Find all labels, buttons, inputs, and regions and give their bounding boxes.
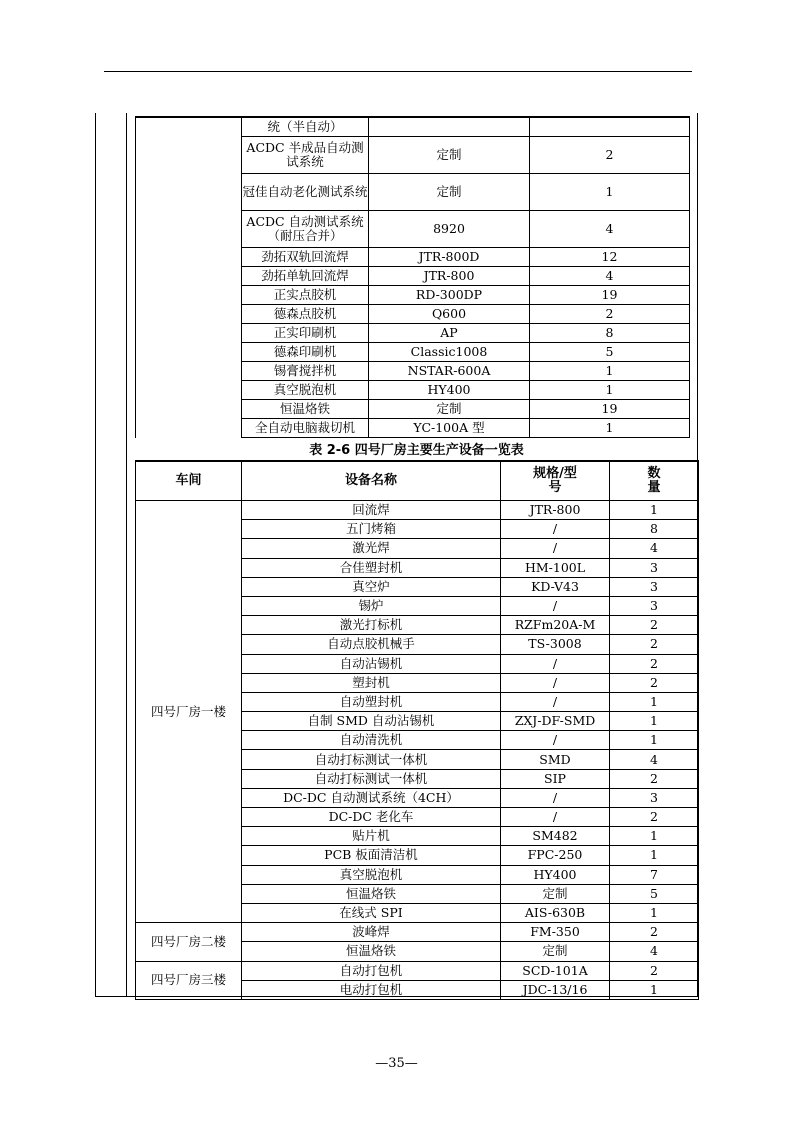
equipment-qty: 3 [610,788,699,807]
equipment-spec: RD-300DP [369,286,530,305]
equipment-name: 自动塑封机 [242,692,501,711]
equipment-spec: RZFm20A-M [501,616,610,635]
equipment-qty: 7 [610,865,699,884]
workshop-cell: 四号厂房一楼 [136,501,242,923]
equipment-qty: 5 [530,343,690,362]
equipment-name: 自制 SMD 自动沾锡机 [242,712,501,731]
equipment-name: 正实印刷机 [242,324,369,343]
equipment-name: 波峰焊 [242,923,501,942]
equipment-name: 劲拓双轨回流焊 [242,248,369,267]
equipment-spec [369,117,530,137]
equipment-qty: 1 [530,362,690,381]
equipment-qty: 4 [610,942,699,961]
equipment-spec: 定制 [369,174,530,211]
table-row [136,923,699,942]
equipment-qty: 4 [530,267,690,286]
equipment-spec: 定制 [501,942,610,961]
equipment-spec: / [501,808,610,827]
equipment-spec: / [501,692,610,711]
header-spec: 规格/型号 [501,461,610,501]
equipment-name: 锡膏搅拌机 [242,362,369,381]
equipment-name: 恒温烙铁 [242,942,501,961]
equipment-spec: SMD [501,750,610,769]
equipment-qty: 8 [530,324,690,343]
equipment-spec: / [501,673,610,692]
table-row [136,961,699,980]
equipment-spec: AIS-630B [501,903,610,922]
equipment-name: 统（半自动） [242,117,369,137]
header-rule [104,71,692,72]
equipment-spec: / [501,596,610,615]
equipment-qty: 1 [610,903,699,922]
equipment-name: 锡炉 [242,596,501,615]
equipment-qty: 4 [610,750,699,769]
equipment-name: ACDC 自动测试系统（耐压合并） [242,211,369,248]
equipment-spec: / [501,520,610,539]
workshop-cell [136,117,242,438]
equipment-spec: SIP [501,769,610,788]
equipment-spec: JTR-800 [369,267,530,286]
equipment-qty: 3 [610,558,699,577]
equipment-qty: 2 [610,961,699,980]
building4-equipment-table [135,460,699,1000]
equipment-spec: Q600 [369,305,530,324]
equipment-qty: 3 [610,596,699,615]
equipment-spec: KD-V43 [501,577,610,596]
equipment-name: 合佳塑封机 [242,558,501,577]
equipment-qty: 1 [530,174,690,211]
equipment-spec: 定制 [501,884,610,903]
equipment-qty: 1 [610,846,699,865]
equipment-qty: 4 [610,539,699,558]
equipment-name: 自动沾锡机 [242,654,501,673]
equipment-spec: JDC-13/16 [501,980,610,999]
equipment-spec: SCD-101A [501,961,610,980]
equipment-spec: HY400 [369,381,530,400]
equipment-qty: 12 [530,248,690,267]
equipment-spec: 定制 [369,137,530,174]
equipment-spec: HY400 [501,865,610,884]
equipment-qty: 4 [530,211,690,248]
equipment-name: 五门烤箱 [242,520,501,539]
equipment-spec: HM-100L [501,558,610,577]
equipment-qty: 5 [610,884,699,903]
equipment-qty: 2 [610,923,699,942]
equipment-qty: 2 [610,769,699,788]
equipment-name: 真空炉 [242,577,501,596]
equipment-qty: 1 [610,501,699,520]
equipment-name: 塑封机 [242,673,501,692]
equipment-name: 在线式 SPI [242,903,501,922]
equipment-spec: / [501,788,610,807]
equipment-qty: 2 [610,654,699,673]
equipment-qty: 1 [610,827,699,846]
equipment-spec: 定制 [369,400,530,419]
equipment-qty: 2 [610,673,699,692]
equipment-name: 全自动电脑裁切机 [242,419,369,438]
equipment-name: 自动打包机 [242,961,501,980]
equipment-spec: FM-350 [501,923,610,942]
equipment-spec: JTR-800D [369,248,530,267]
equipment-name: 德森点胶机 [242,305,369,324]
equipment-qty: 2 [610,635,699,654]
equipment-qty [530,117,690,137]
equipment-qty: 1 [610,980,699,999]
equipment-spec: TS-3008 [501,635,610,654]
equipment-name: ACDC 半成品自动测试系统 [242,137,369,174]
equipment-spec: SM482 [501,827,610,846]
equipment-spec: / [501,539,610,558]
equipment-spec: JTR-800 [501,501,610,520]
equipment-spec: YC-100A 型 [369,419,530,438]
equipment-name: 正实点胶机 [242,286,369,305]
equipment-qty: 2 [530,305,690,324]
header-workshop: 车间 [136,461,242,501]
equipment-name: DC-DC 自动测试系统（4CH） [242,788,501,807]
equipment-name: PCB 板面清洁机 [242,846,501,865]
page-number: —35— [375,1056,418,1071]
table-row [136,501,699,520]
inner-column-rule [126,113,127,997]
equipment-spec: 8920 [369,211,530,248]
equipment-name: 电动打包机 [242,980,501,999]
table-header-row [136,461,699,501]
workshop-cell: 四号厂房三楼 [136,961,242,999]
equipment-name: 自动打标测试一体机 [242,750,501,769]
equipment-name: 德森印刷机 [242,343,369,362]
equipment-name: 自动打标测试一体机 [242,769,501,788]
equipment-qty: 2 [610,616,699,635]
equipment-name: 激光焊 [242,539,501,558]
equipment-spec: FPC-250 [501,846,610,865]
equipment-name: DC-DC 老化车 [242,808,501,827]
equipment-qty: 1 [610,712,699,731]
equipment-qty: 2 [610,808,699,827]
equipment-name: 劲拓单轨回流焊 [242,267,369,286]
workshop-cell: 四号厂房二楼 [136,923,242,961]
equipment-name: 贴片机 [242,827,501,846]
equipment-name: 自动清洗机 [242,731,501,750]
equipment-qty: 1 [610,692,699,711]
equipment-qty: 2 [530,137,690,174]
equipment-name: 恒温烙铁 [242,400,369,419]
table-caption: 表 2-6 四号厂房主要生产设备一览表 [309,443,524,458]
equipment-name: 真空脱泡机 [242,865,501,884]
equipment-qty: 19 [530,286,690,305]
equipment-qty: 1 [530,381,690,400]
equipment-name: 回流焊 [242,501,501,520]
equipment-table-continued [135,116,690,438]
header-equipment-name: 设备名称 [242,461,501,501]
equipment-name: 真空脱泡机 [242,381,369,400]
equipment-qty: 19 [530,400,690,419]
equipment-qty: 3 [610,577,699,596]
table-row [136,117,690,137]
equipment-spec: Classic1008 [369,343,530,362]
equipment-qty: 1 [530,419,690,438]
equipment-name: 激光打标机 [242,616,501,635]
equipment-spec: AP [369,324,530,343]
equipment-qty: 8 [610,520,699,539]
header-qty: 数量 [610,461,699,501]
equipment-spec: ZXJ-DF-SMD [501,712,610,731]
equipment-name: 冠佳自动老化测试系统 [242,174,369,211]
equipment-name: 恒温烙铁 [242,884,501,903]
equipment-name: 自动点胶机械手 [242,635,501,654]
equipment-spec: / [501,731,610,750]
equipment-spec: / [501,654,610,673]
equipment-qty: 1 [610,731,699,750]
equipment-spec: NSTAR-600A [369,362,530,381]
